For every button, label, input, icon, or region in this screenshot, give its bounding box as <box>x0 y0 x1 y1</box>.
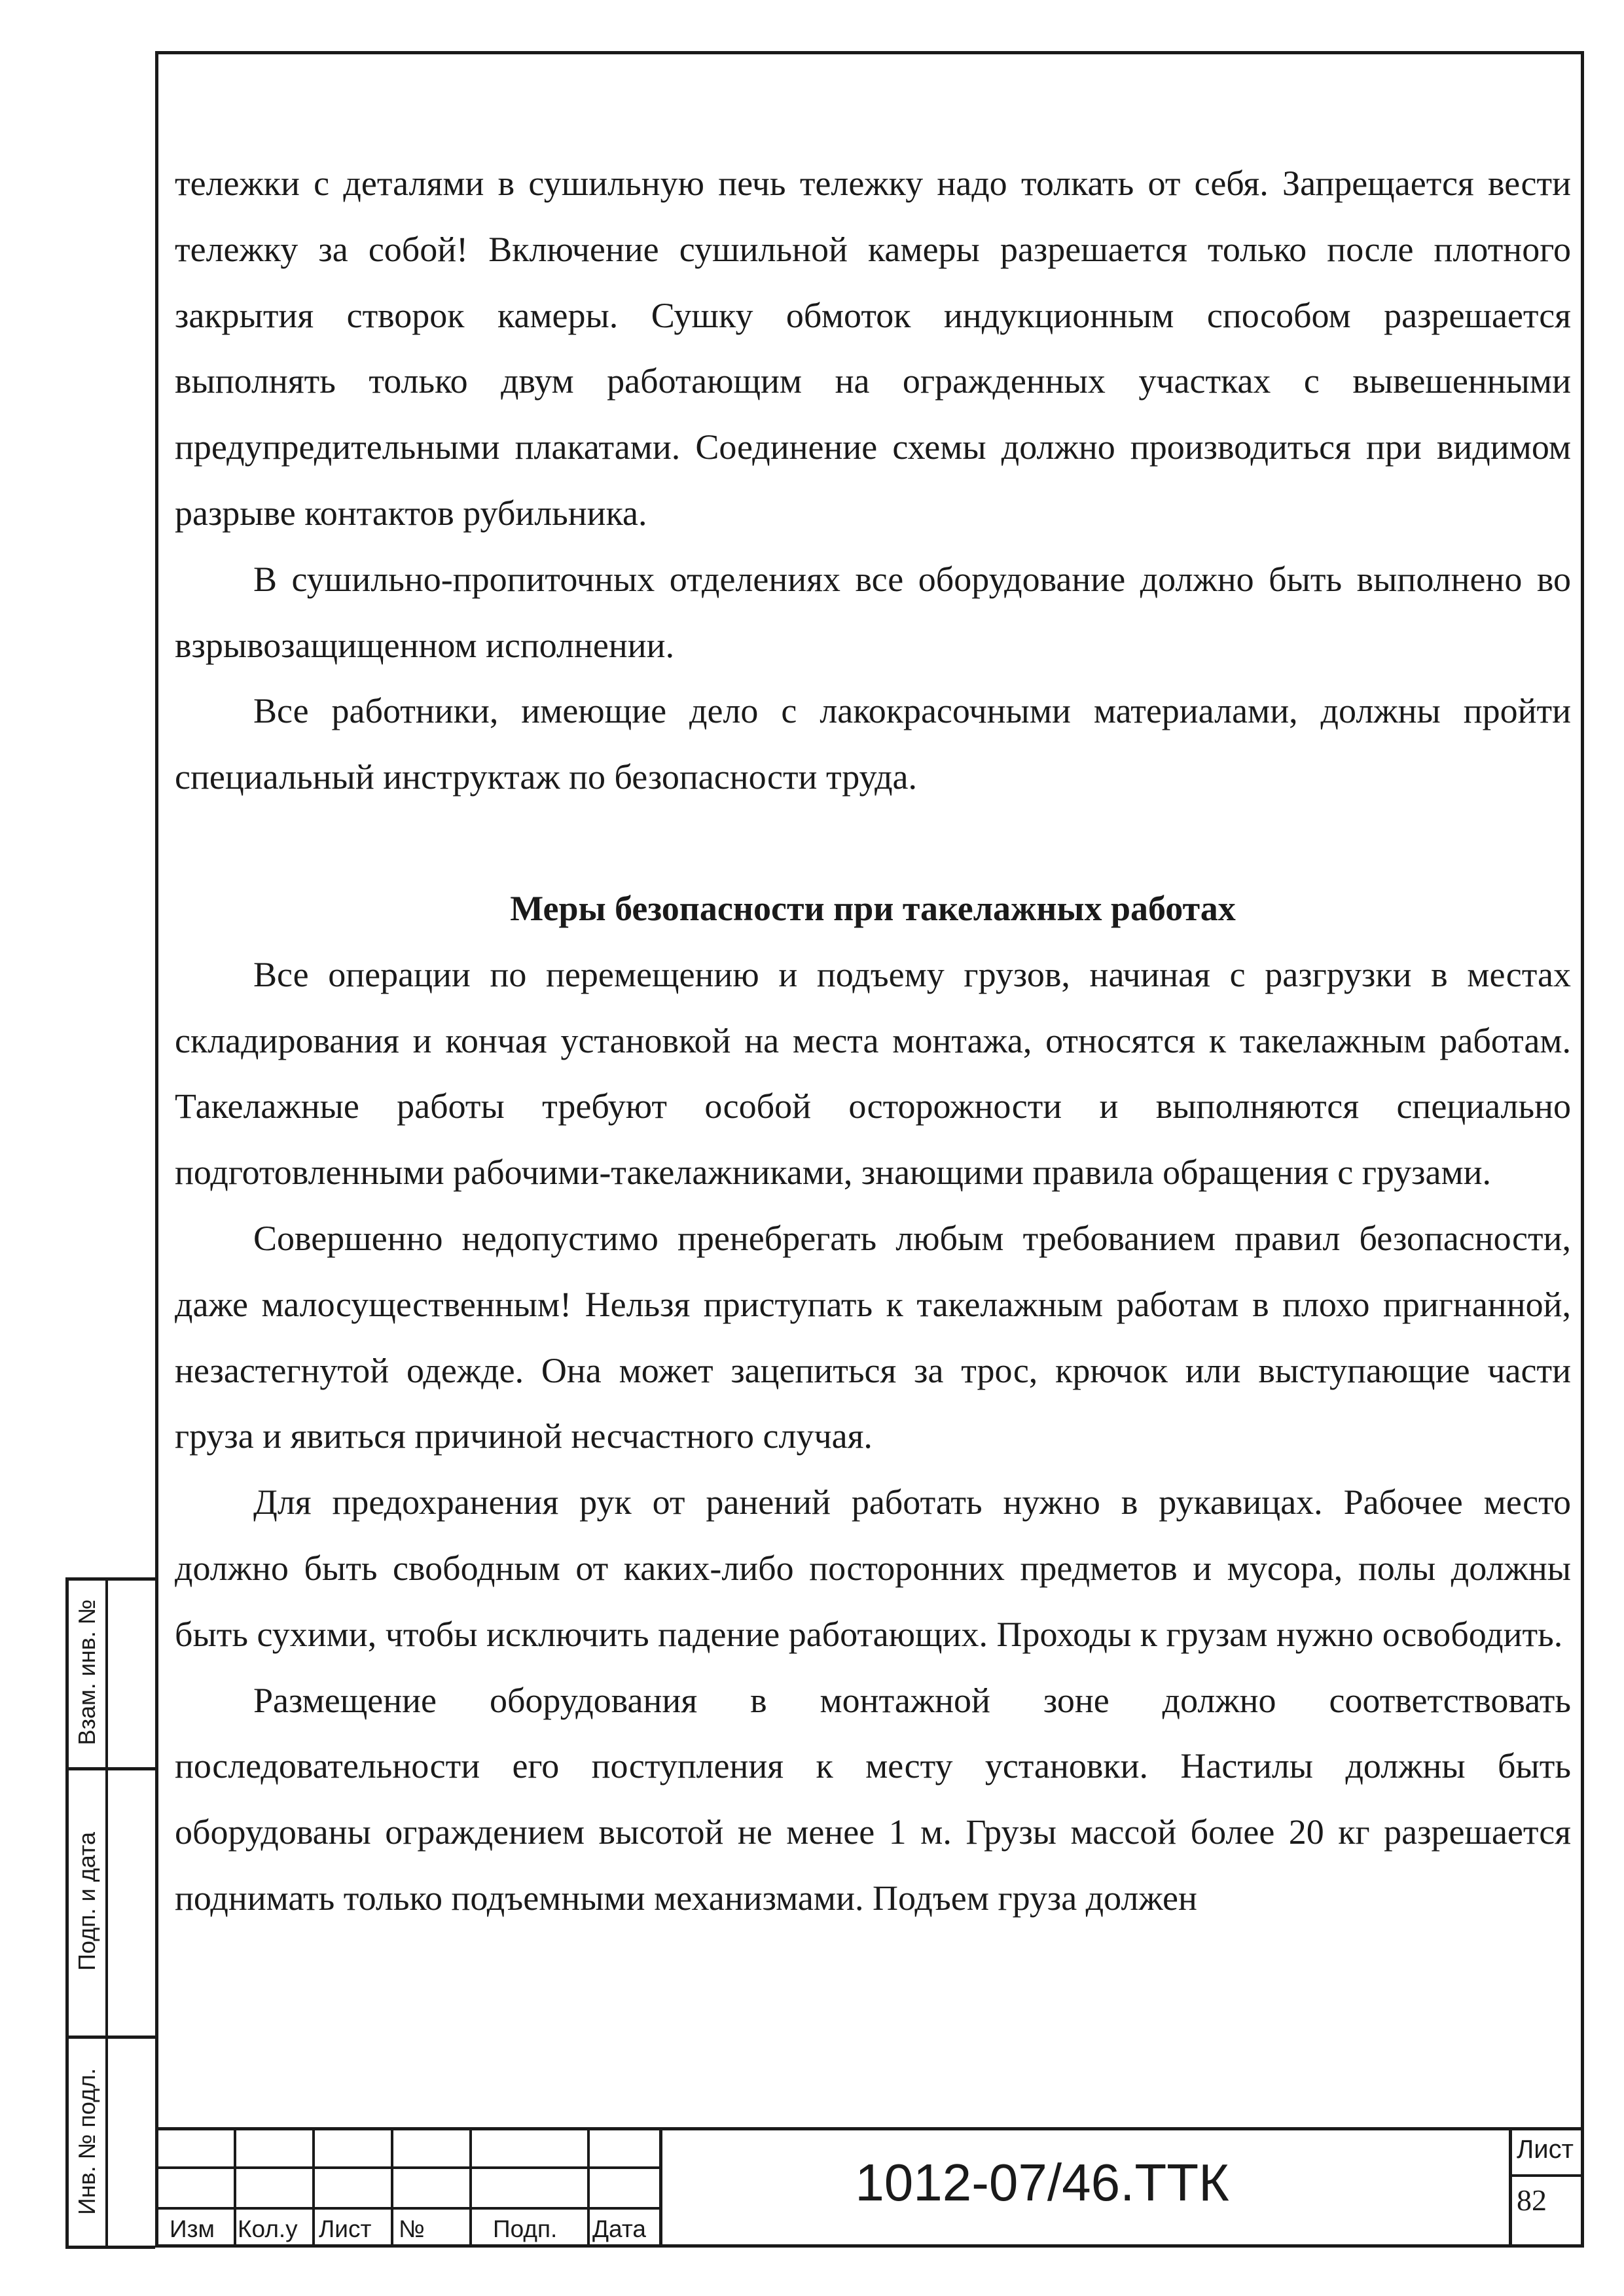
paragraph: Совершенно недопустимо пренебрегать любым требованием правил безопасности, даже малосущественным! Нельзя приступать к такелажным работам в плохо пригнанной, незастегнутой одежде. Она может зацепиться за трос, крючок или выступающие части груза и явиться причиной несчастного случая. <box>175 1218 1571 1456</box>
strip-vzam-inv <box>65 1577 155 1767</box>
col-izm: Изм <box>170 2215 215 2242</box>
title-block-col-line <box>587 2127 590 2248</box>
title-block-col-line <box>391 2127 393 2248</box>
paragraph: Для предохранения рук от ранений работать нужно в рукавицах. Рабочее место должно быть свободным от каких-либо посторонних предметов и мусора, полы должны быть сухими, чтобы исключить падение работающих. Проходы к грузам нужно освободить. <box>175 1482 1571 1654</box>
col-kolu: Кол.у <box>238 2215 298 2242</box>
col-list: Лист <box>319 2215 372 2242</box>
paragraph: Все работники, имеющие дело с лакокрасочными материалами, должны пройти специальный инструктаж по безопасности труда. <box>175 691 1571 797</box>
strip-bottom-border <box>65 2246 155 2249</box>
strip-label-vzam: Взам. инв. № <box>73 1599 100 1746</box>
sheet-label: Лист <box>1517 2135 1574 2164</box>
strip-inv-podl <box>65 2036 155 2248</box>
title-block-row-line <box>155 2207 659 2210</box>
sheet-cell-line <box>1510 2174 1584 2177</box>
title-block-col-line <box>312 2127 315 2248</box>
paragraph: Размещение оборудования в монтажной зоне должно соответствовать последовательности его поступления к месту установки. Настилы должны быть оборудованы ограждением высотой не менее 1 м. Грузы массой более 20 кг разрешается поднимать только подъемными механизмами. Подъем груза должен <box>175 1680 1571 1918</box>
document-body <box>175 151 1571 1931</box>
paragraph: В сушильно-пропиточных отделениях все оборудование должно быть выполнено во взрывозащищенном исполнении. <box>175 559 1571 665</box>
spacer <box>175 810 1571 876</box>
col-data: Дата <box>592 2215 646 2242</box>
title-block-col-line <box>234 2127 236 2248</box>
title-block-col-line <box>469 2127 472 2248</box>
document-code: 1012-07/46.ТТК <box>855 2153 1229 2212</box>
sheet-number: 82 <box>1517 2183 1547 2217</box>
col-podp: Подп. <box>493 2215 558 2242</box>
strip-label-inv: Инв. № подл. <box>73 2068 100 2215</box>
title-block <box>155 2127 1584 2248</box>
col-no: № <box>399 2215 425 2242</box>
title-block-top-line <box>155 2127 1584 2130</box>
strip-label-podp: Подп. и дата <box>73 1831 100 1971</box>
paragraph: Все операции по перемещению и подъему грузов, начиная с разгрузки в местах складирования и кончая установкой на места монтажа, относятся к такелажным работам. Такелажные работы требуют особой осторожности и выполняются специально подготовленными рабочими-такелажниками, знающими правила обращения с грузами. <box>175 954 1571 1193</box>
strip-podp-data <box>65 1767 155 2036</box>
section-heading: Меры безопасности при такелажных работах <box>510 888 1236 928</box>
title-block-row-line <box>155 2166 659 2169</box>
paragraph-continued: тележки с деталями в сушильную печь тележку надо толкать от себя. Запрещается вести тележку за собой! Включение сушильной камеры разрешается только после плотного закрытия створок камеры. Сушку обмоток индукционным способом разрешается выполнять только двум работающим на огражденных участках с вывешенными предупредительными плакатами. Соединение схемы должно производиться при видимом разрыве контактов рубильника. <box>175 164 1571 533</box>
title-block-col-line <box>1509 2127 1512 2248</box>
title-block-col-line <box>659 2127 662 2248</box>
